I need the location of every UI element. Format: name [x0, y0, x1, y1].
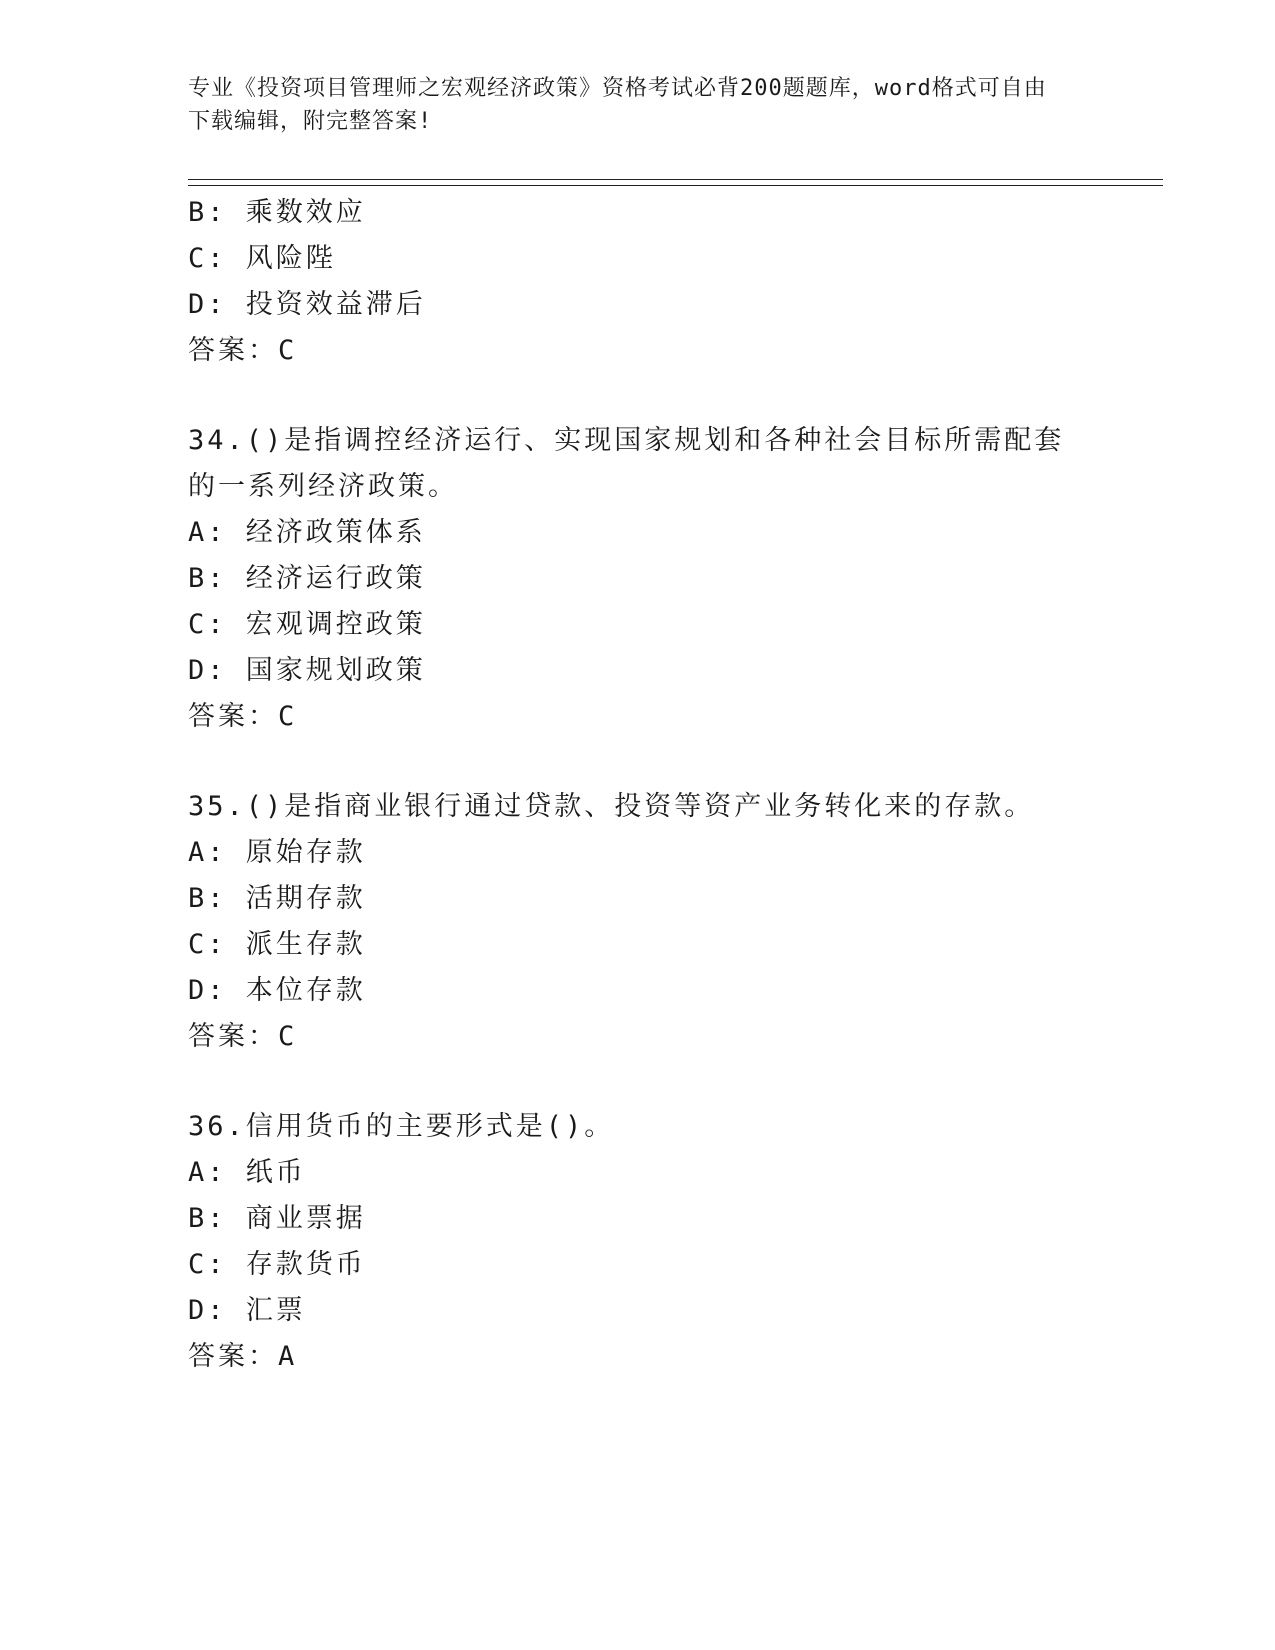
- option-b: B: 经济运行政策: [188, 563, 426, 594]
- option-b: B: 商业票据: [188, 1203, 366, 1234]
- question-list: [188, 190, 1088, 1380]
- option-c: C: 风险陛: [188, 243, 336, 274]
- answer: 答案：C: [188, 1021, 298, 1052]
- answer: 答案：A: [188, 1341, 298, 1372]
- option-d: D: 投资效益滞后: [188, 289, 426, 320]
- option-d: D: 本位存款: [188, 975, 366, 1006]
- option-d: D: 国家规划政策: [188, 655, 426, 686]
- question-stem: 36.信用货币的主要形式是()。: [188, 1111, 615, 1142]
- page-header: 专业《投资项目管理师之宏观经济政策》资格考试必背200题题库，word格式可自由下载编辑，附完整答案!: [188, 76, 1047, 134]
- answer: 答案：C: [188, 335, 298, 366]
- question-35: [188, 784, 1088, 1060]
- question-34: [188, 418, 1088, 740]
- option-a: A: 原始存款: [188, 837, 366, 868]
- question-partial: [188, 190, 1088, 374]
- option-b: B: 活期存款: [188, 883, 366, 914]
- question-stem: 35.()是指商业银行通过贷款、投资等资产业务转化来的存款。: [188, 791, 1035, 822]
- answer: 答案：C: [188, 701, 298, 732]
- option-b: B: 乘数效应: [188, 197, 366, 228]
- option-a: A: 纸币: [188, 1157, 306, 1188]
- question-stem: 34.()是指调控经济运行、实现国家规划和各种社会目标所需配套的一系列经济政策。: [188, 425, 1065, 502]
- option-d: D: 汇票: [188, 1295, 306, 1326]
- option-a: A: 经济政策体系: [188, 517, 426, 548]
- option-c: C: 派生存款: [188, 929, 366, 960]
- option-c: C: 存款货币: [188, 1249, 366, 1280]
- question-36: [188, 1104, 1088, 1380]
- header-rule-top: [188, 179, 1163, 180]
- header-rule-bottom: [188, 185, 1163, 186]
- option-c: C: 宏观调控政策: [188, 609, 426, 640]
